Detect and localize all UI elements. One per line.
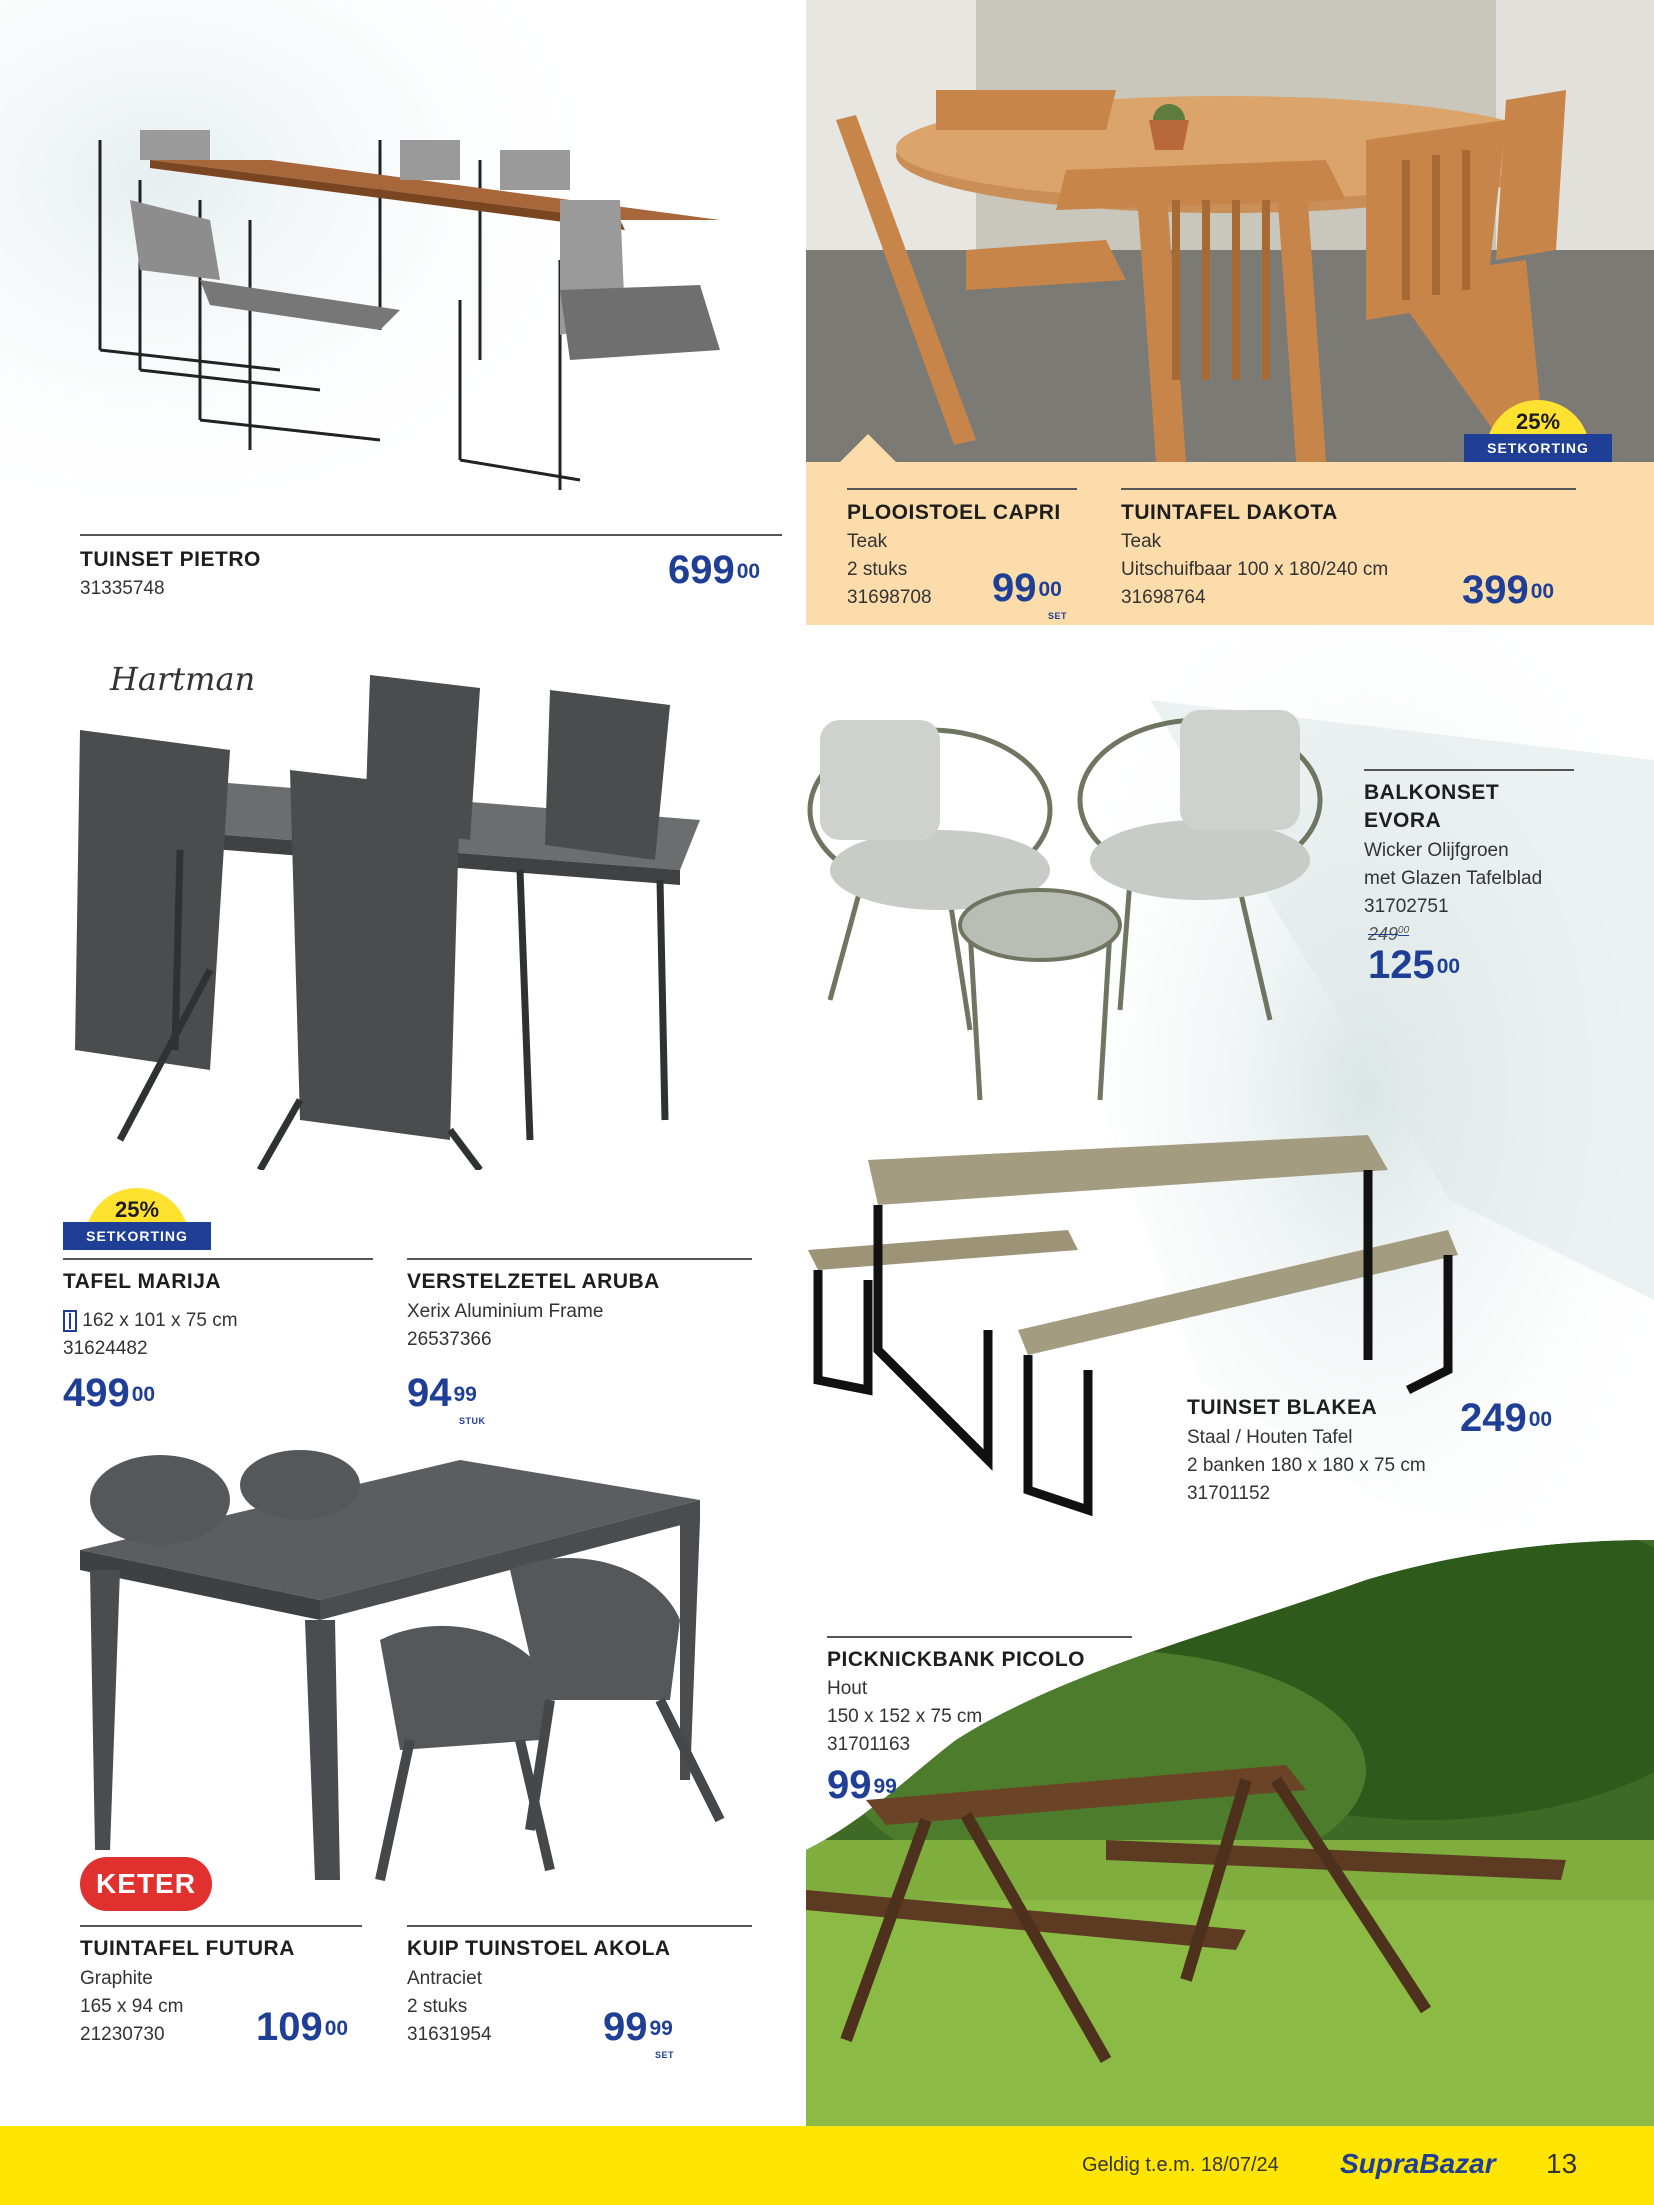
marija-sku: 31624482 bbox=[63, 1338, 148, 1359]
capri-qty: 2 stuks bbox=[847, 559, 908, 580]
capri-rule bbox=[847, 488, 1077, 490]
suprabazar-logo: SupraBazar bbox=[1340, 2148, 1496, 2179]
akola-color: Antraciet bbox=[407, 1968, 482, 1989]
akola-sku: 31631954 bbox=[407, 2024, 492, 2045]
blakea-sku: 31701152 bbox=[1187, 1483, 1271, 1504]
dakota-material: Teak bbox=[1121, 531, 1162, 552]
picolo-price: $99^{99}$ bbox=[827, 1763, 897, 1807]
capri-material: Teak bbox=[847, 531, 888, 552]
evora-sku: 31702751 bbox=[1364, 896, 1449, 917]
evora-name-2: EVORA bbox=[1364, 809, 1442, 832]
akola-name: KUIP TUINSTOEL AKOLA bbox=[407, 1937, 671, 1960]
tuinset-pietro-image bbox=[80, 120, 780, 510]
evora-desc-1: Wicker Olijfgroen bbox=[1364, 840, 1509, 861]
evora-old-price: $249^{00}$ bbox=[1368, 924, 1410, 944]
picolo-park-photo bbox=[806, 1540, 1654, 2126]
futura-sku: 21230730 bbox=[80, 2024, 165, 2045]
panel-notch bbox=[838, 434, 898, 464]
pietro-sku: 31335748 bbox=[80, 578, 165, 599]
blakea-size: 2 banken 180 x 180 x 75 cm bbox=[1187, 1455, 1426, 1476]
akola-qty: 2 stuks bbox=[407, 1996, 468, 2017]
picolo-material: Hout bbox=[827, 1678, 868, 1699]
futura-size: 165 x 94 cm bbox=[80, 1996, 184, 2017]
futura-name: TUINTAFEL FUTURA bbox=[80, 1937, 295, 1960]
keter-logo: KETER bbox=[80, 1857, 212, 1911]
aruba-sku: 26537366 bbox=[407, 1329, 492, 1350]
page-number: 13 bbox=[1546, 2148, 1578, 2179]
marija-rule bbox=[63, 1258, 373, 1260]
evora-desc-2: met Glazen Tafelblad bbox=[1364, 868, 1543, 889]
pietro-price: $699^{00}$ bbox=[668, 548, 761, 592]
dakota-size: Uitschuifbaar 100 x 180/240 cm bbox=[1121, 559, 1389, 580]
dakota-sku: 31698764 bbox=[1121, 587, 1206, 608]
futura-color: Graphite bbox=[80, 1968, 153, 1989]
dimensions-icon bbox=[63, 1310, 77, 1332]
futura-price: $109^{00}$ bbox=[256, 2005, 349, 2049]
futura-rule bbox=[80, 1925, 362, 1927]
footer-bar bbox=[0, 2126, 1654, 2205]
akola-rule bbox=[407, 1925, 752, 1927]
teak-set-photo bbox=[806, 0, 1654, 462]
marija-price: $499^{00}$ bbox=[63, 1371, 156, 1415]
picolo-size: 150 x 152 x 75 cm bbox=[827, 1706, 983, 1727]
aruba-price: $94^{99}$ STUK bbox=[407, 1371, 486, 1426]
evora-name-1: BALKONSET bbox=[1364, 781, 1500, 804]
validity-text: Geldig t.e.m. 18/07/24 bbox=[1082, 2154, 1279, 2176]
hartman-logo: Hartman bbox=[110, 660, 256, 698]
evora-set-image bbox=[800, 700, 1340, 1110]
picolo-name: PICKNICKBANK PICOLO bbox=[827, 1648, 1086, 1671]
blakea-price: $249^{00}$ bbox=[1460, 1396, 1553, 1440]
marija-name: TAFEL MARIJA bbox=[63, 1270, 222, 1293]
marija-size-row bbox=[63, 1307, 238, 1335]
capri-name: PLOOISTOEL CAPRI bbox=[847, 501, 1061, 524]
dakota-price: $399^{00}$ bbox=[1462, 568, 1555, 612]
marija-setkorting-badge: 25% SETKORTING bbox=[63, 1188, 211, 1250]
aruba-name: VERSTELZETEL ARUBA bbox=[407, 1270, 660, 1293]
blakea-material: Staal / Houten Tafel bbox=[1187, 1427, 1353, 1448]
dakota-setkorting-badge: 25% SETKORTING bbox=[1464, 400, 1612, 462]
evora-price: $125^{00}$ bbox=[1368, 943, 1461, 987]
picolo-sku: 31701163 bbox=[827, 1734, 911, 1755]
pietro-rule bbox=[80, 534, 782, 536]
futura-akola-image bbox=[80, 1440, 740, 1890]
pietro-name: TUINSET PIETRO bbox=[80, 548, 261, 571]
capri-price: $99^{00}$ SET bbox=[992, 566, 1068, 621]
capri-sku: 31698708 bbox=[847, 587, 932, 608]
blakea-name: TUINSET BLAKEA bbox=[1187, 1396, 1378, 1419]
aruba-material: Xerix Aluminium Frame bbox=[407, 1301, 604, 1322]
akola-price: $99^{99}$ SET bbox=[603, 2005, 675, 2060]
picolo-rule bbox=[827, 1636, 1132, 1638]
marija-size: 162 x 101 x 75 cm bbox=[82, 1310, 238, 1331]
evora-rule bbox=[1364, 769, 1574, 771]
dakota-name: TUINTAFEL DAKOTA bbox=[1121, 501, 1338, 524]
aruba-rule bbox=[407, 1258, 752, 1260]
marija-set-image bbox=[60, 670, 720, 1170]
dakota-rule bbox=[1121, 488, 1576, 490]
